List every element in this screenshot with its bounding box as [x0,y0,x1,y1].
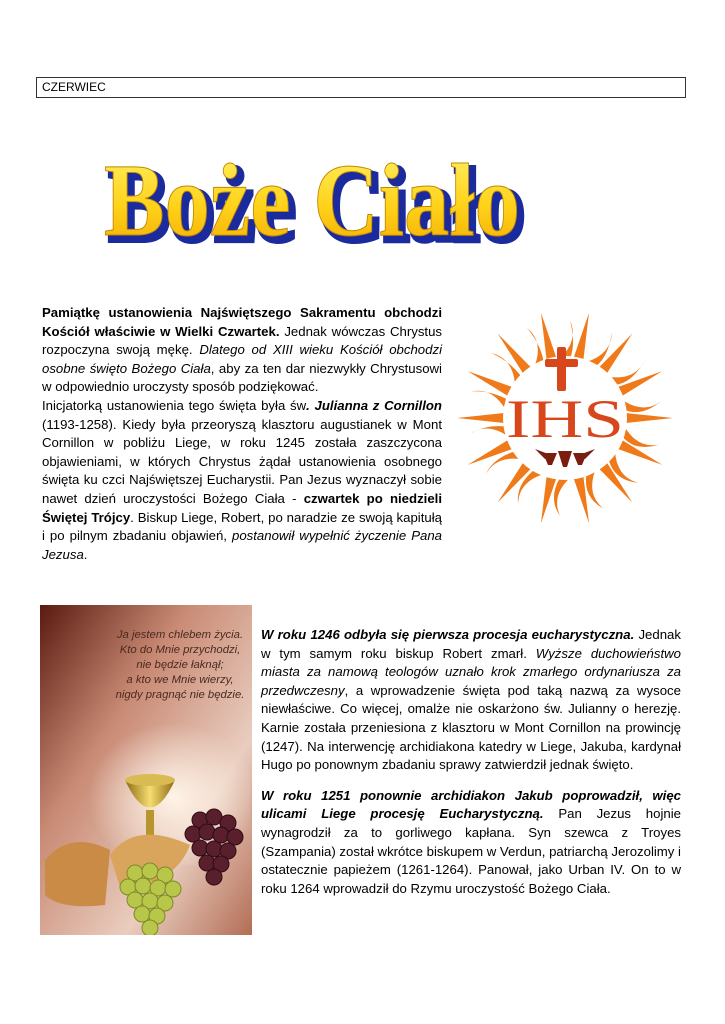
sun-ray [468,426,507,436]
page-title [95,128,535,258]
sun-ray [498,334,532,375]
month-header [36,77,686,98]
month-label: CZERWIEC [42,80,106,94]
history-paragraph-2: W roku 1251 ponownie archidiakon Jakub poprowadził, więc ulicami Liege procesję Eucharystyczną. Pan Jezus hojnie wynagrodził za to gorliwego kapłana. Syn szewca z Troyes (Szampania) został wkrótce biskupem w Verdun, patriarchą Jerozolimy i ostatecznie papieżem (1261-1264). Panował, jako Urban IV. On to w roku 1264 wprowadził do Rzymu uroczystość Bożego Ciała. [261,787,681,896]
sun-ray [527,328,544,367]
caption-line: nie będzie łaknął; [136,659,224,671]
eucharist-picture [40,605,252,935]
caption-line: Kto do Mnie przychodzi, [119,644,241,656]
sun-ray [573,313,589,361]
history-paragraph-1: W roku 1246 odbyła się pierwsza procesja eucharystyczna. Jednak w tym samym roku biskup Robert zmarł. Wyższe duchowieństwo miasta za namową teologów uznało krok zmarłego ordynariusza za przedwczesny, a wprowadzenie święta pod taką nazwą za wysoce niewłaściwe. Co więcej, omalże nie oskarżono św. Julianny o herezję. Karnie została przeniesiona z klasztoru w Mont Cornillon na prowincję (1247). Na interwencję archidiakona katedry w Liege, Jakuba, kardynał Hugo po ponownym zbadaniu sprawy zatwierdził jednak święto. [261,627,681,773]
caption-line: nigdy pragnąć nie będzie. [115,689,245,701]
caption-line: Ja jestem chlebem życia. [116,629,244,641]
sun-ray [471,391,508,410]
sun-ray [457,413,505,423]
ihs-letters: IHS [506,389,624,449]
history-text-block [261,626,681,898]
sun-ray [625,413,673,423]
intro-text-block [42,304,442,564]
sun-ray [554,478,570,516]
sun-ray [541,313,557,361]
svg-text:Boże Ciało: Boże Ciało [104,143,520,258]
intro-paragraph: Pamiątkę ustanowienia Najświętszego Sakramentu obchodzi Kościół właściwie w Wielki Czwartek. Jednak wówczas Chrystus rozpoczyna swoją mękę. Dlatego od XIII wieku Kościół obchodzi osobne święto Bożego Ciała, aby za ten dar niezwykły Chrystusowi w odpowiednio uroczysty sposób podziękować. Inicjatorką ustanowienia tego święta była św. Julianna z Cornillon (1193-1258). Kiedy była przeoryszą klasztoru augustianek w Mont Cornillon w pobliżu Liege, w roku 1245 została zaszczycona objawieniami, w których Chrystus żądał ustanowienia osobnego święta ku czci Najświętszej Eucharystii. Pan Jezus wyznaczył sobie nawet dzień uroczystości Bożego Ciała - czwartek po niedzieli Świętej Trójcy. Biskup Liege, Robert, po naradzie ze swoją kapitułą i po pilnym zbadaniu objawień, postanowił wypełnić życzenie Pana Jezusa. [42,305,443,562]
sun-ray [622,400,661,412]
ihs-emblem-icon [455,307,675,529]
sun-ray [586,470,603,509]
caption-line: a kto we Mnie wierzy, [126,674,234,686]
svg-text:Boże Ciało: Boże Ciało [109,148,525,258]
